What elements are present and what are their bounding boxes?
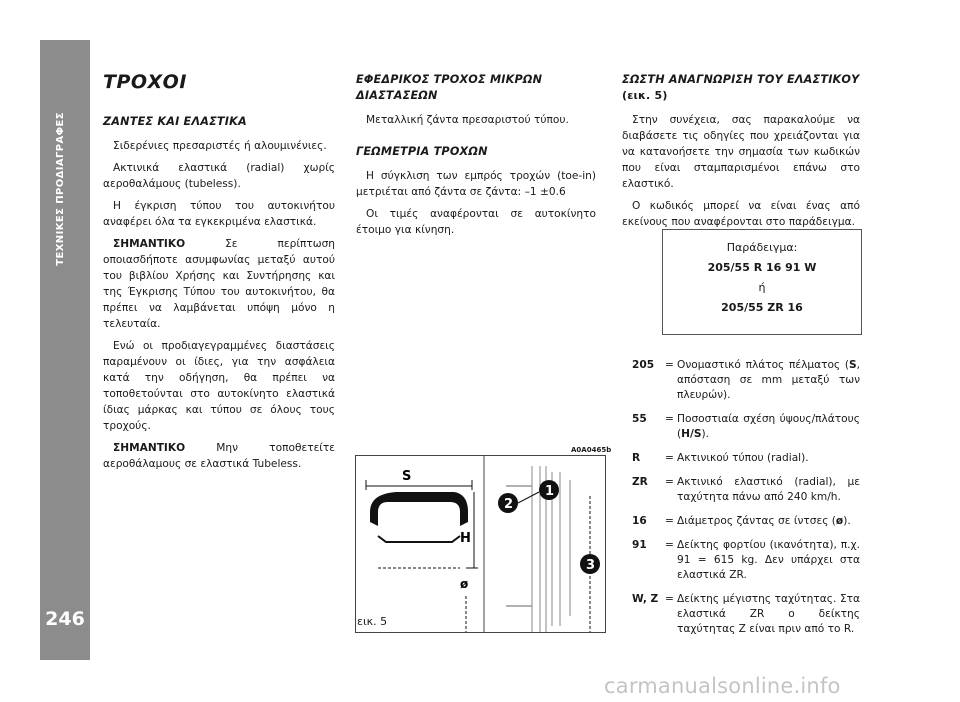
definition-row <box>632 592 860 637</box>
example-or: ή <box>758 281 766 294</box>
definition-text-a: Ονομαστικό πλάτος πέλματος ( <box>677 359 849 371</box>
definition-equals: = <box>665 476 674 488</box>
section-label: ΤΕΧΝΙΚΕΣ ΠΡΟΔΙΑΓΡΑΦΕΣ <box>55 112 66 266</box>
heading-text: ΣΩΣΤΗ ΑΝΑΓΝΩΡΙΣΗ ΤΟΥ ΕΛΑΣΤΙΚΟΥ <box>622 73 860 86</box>
paragraph-spare-rim: Μεταλλική ζάντα πρεσαριστού τύπου. <box>366 114 569 126</box>
paragraph-same-brand: Ενώ οι προδιαγεγραμμένες διαστάσεις παραμένουν οι ίδιες, για την ασφάλεια κατά την οδήγηση, θα πρέπει να τοποθετούνται στο αυτοκίνητο ελαστικά ίδιας μάρκας και τύπου σε όλους τους τροχούς. <box>103 340 335 432</box>
definition-text-a: Διάμετρος ζάντας σε ίντσες ( <box>677 515 836 527</box>
figure-code: A0A0465b <box>571 446 612 454</box>
paragraph-toe-in: Η σύγκλιση των εμπρός τροχών (toe-in) μετριέται από ζάντα σε ζάντα: –1 ±0.6 <box>356 170 596 198</box>
definition-row <box>632 514 860 529</box>
definition-term: W, Z <box>632 593 659 605</box>
definition-term: ZR <box>632 476 648 488</box>
definition-term: 91 <box>632 539 647 551</box>
definition-equals: = <box>665 515 674 527</box>
paragraph-radial: Ακτινικά ελαστικά (radial) χωρίς αεροθαλάμους (tubeless). <box>103 162 335 190</box>
figure-caption: εικ. 5 <box>357 615 388 628</box>
example-title: Παράδειγμα: <box>726 241 798 254</box>
definition-row <box>632 412 860 442</box>
definition-term: R <box>632 452 641 464</box>
definition-term: 55 <box>632 413 647 425</box>
paragraph-instructions: Στην συνέχεια, σας παρακαλούμε να διαβάσετε τις οδηγίες που χρειάζονται για να κατανοήσετε την σημασία των κωδικών που είναι σταμπαρισμένοι επάνω στο ελαστικό. <box>622 114 860 190</box>
tyre-figure <box>355 455 606 633</box>
definition-text-a: Ακτινικό ελαστικό (radial), με ταχύτητα πάνω από 240 km/h. <box>677 476 860 503</box>
important-text: Μην τοποθετείτε αεροθάλαμους σε ελαστικά Tubeless. <box>103 442 335 470</box>
page-title: ΤΡΟΧΟΙ <box>103 71 187 93</box>
definition-row <box>632 451 860 466</box>
paragraph-type-approval: Η έγκριση τύπου του αυτοκινήτου αναφέρει όλα τα εγκεκριμένα ελαστικά. <box>103 200 335 228</box>
definition-text-a: Δείκτης φορτίου (ικανότητα), π.χ. 91 = 615 kg. Δεν υπάρχει στα ελαστικά ZR. <box>677 539 860 581</box>
important-note-1 <box>103 236 335 332</box>
definition-bold: H/S <box>681 428 702 440</box>
definition-text <box>677 358 860 403</box>
definition-equals: = <box>665 539 674 551</box>
paragraph-code-example: Ο κωδικός μπορεί να είναι ένας από εκείνους που αναφέρονται στο παράδειγμα. <box>622 200 860 228</box>
column-spare-geometry <box>356 72 596 244</box>
important-label: ΣΗΜΑΝΤΙΚΟ <box>113 442 186 454</box>
definition-equals: = <box>665 413 674 425</box>
column-tyre-identification <box>622 72 860 236</box>
important-note-2 <box>103 440 335 472</box>
callout-2: 2 <box>504 497 514 512</box>
sidebar-band <box>40 40 90 660</box>
definition-text-b: ). <box>701 428 710 440</box>
callout-3: 3 <box>586 558 596 573</box>
definition-equals: = <box>665 593 674 605</box>
paragraph-ready-vehicle: Οι τιμές αναφέρονται σε αυτοκίνητο έτοιμο για κίνηση. <box>356 208 596 236</box>
label-s: S <box>402 469 412 484</box>
definition-text-b: , απόσταση σε mm μεταξύ των πλευρών). <box>677 359 860 401</box>
definition-text <box>677 412 860 442</box>
heading-tyre-identification <box>622 72 860 104</box>
definition-bold: S <box>848 359 857 371</box>
watermark: carmanualsonline.info <box>604 674 841 698</box>
example-box <box>662 229 862 335</box>
important-label: ΣΗΜΑΝΤΙΚΟ <box>113 238 186 250</box>
heading-spare-wheel: ΕΦΕΔΡΙΚΟΣ ΤΡΟΧΟΣ ΜΙΚΡΩΝ ΔΙΑΣΤΑΣΕΩΝ <box>356 73 543 102</box>
definition-text <box>677 475 860 505</box>
heading-wheel-geometry: ΓΕΩΜΕΤΡΙΑ ΤΡΟΧΩΝ <box>356 145 488 158</box>
example-code-2: 205/55 ZR 16 <box>721 301 803 314</box>
example-code-1: 205/55 R 16 91 W <box>707 261 817 274</box>
tyre-diagram <box>356 456 605 632</box>
definition-row <box>632 538 860 583</box>
paragraph-rim-types: Σιδερένιες πρεσαριστές ή αλουμινένιες. <box>113 140 327 152</box>
definition-row <box>632 475 860 505</box>
definition-bold: ø <box>835 515 844 527</box>
definition-equals: = <box>665 359 674 371</box>
definition-text-a: Ποσοστιαία σχέση ύψους/πλάτους ( <box>677 413 860 440</box>
definition-row <box>632 358 860 403</box>
definition-text <box>677 538 860 583</box>
tyre-section <box>370 492 468 526</box>
definition-term: 205 <box>632 359 655 371</box>
heading-rims-tyres: ΖΑΝΤΕΣ ΚΑΙ ΕΛΑΣΤΙΚΑ <box>103 115 247 128</box>
label-diameter: ø <box>460 577 469 591</box>
definition-text-a: Ακτινικού τύπου (radial). <box>677 452 809 464</box>
definition-text-b: ). <box>843 515 851 527</box>
column-wheels <box>103 72 335 478</box>
definition-text <box>677 451 860 466</box>
callout-1: 1 <box>545 484 555 499</box>
figure-reference: (εικ. 5) <box>622 89 668 102</box>
definition-text <box>677 514 860 529</box>
label-h: H <box>460 531 471 546</box>
definition-text-a: Δείκτης μέγιστης ταχύτητας. Στα ελαστικά ZR ο δείκτης ταχύτητας Z είναι πριν από το R. <box>677 593 860 635</box>
page-number: 246 <box>45 608 85 630</box>
definition-term: 16 <box>632 515 647 527</box>
code-definitions <box>632 358 860 646</box>
definition-text <box>677 592 860 637</box>
important-text: Σε περίπτωση οποιασδήποτε ασυμφωνίας μεταξύ αυτού του βιβλίου Χρήσης και Συντήρησης και της Έγκρισης Τύπου του αυτοκινήτου, θα πρέπει να λαμβάνεται υπόψη μόνο η τελευταία. <box>103 238 335 330</box>
definition-equals: = <box>665 452 674 464</box>
